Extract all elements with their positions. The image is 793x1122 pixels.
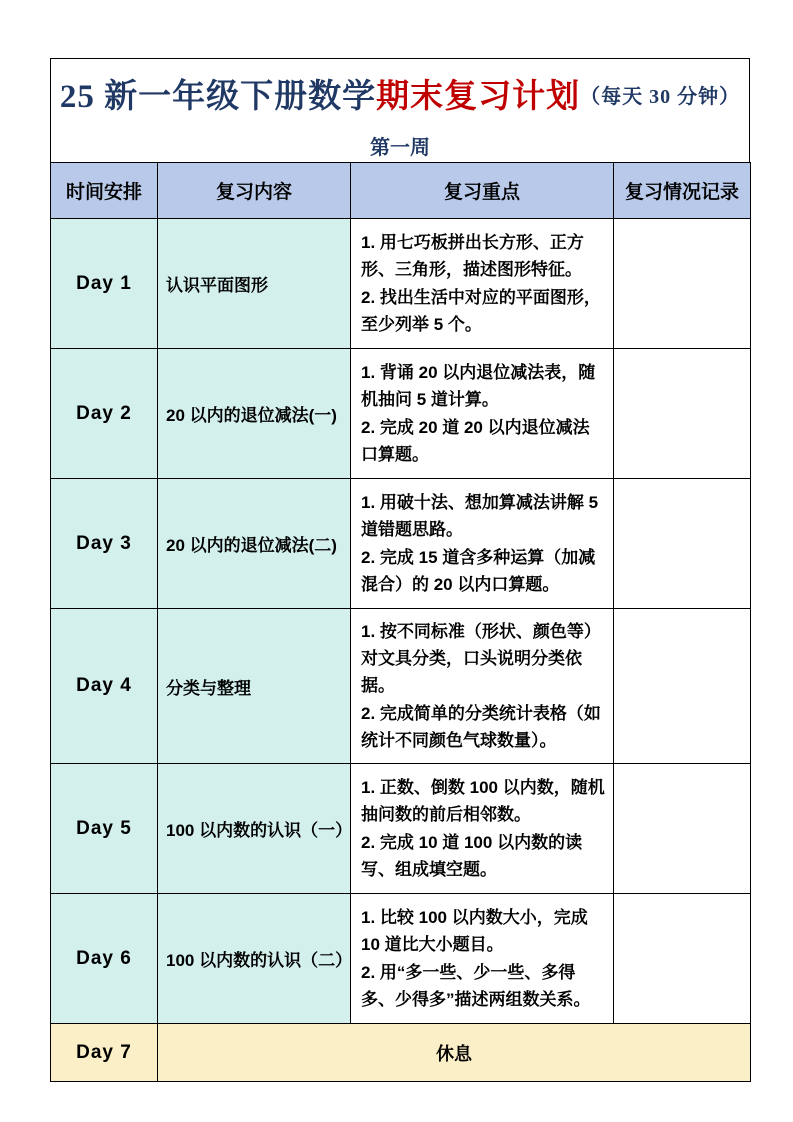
focus-cell (351, 219, 614, 349)
table-row-day7 (51, 1024, 751, 1082)
day-label: Day 5 (51, 764, 158, 894)
content-cell: 分类与整理 (158, 609, 351, 764)
table-row-day3 (51, 479, 751, 609)
content-cell: 20 以内的退位减法(二) (158, 479, 351, 609)
table-row-day1 (51, 219, 751, 349)
record-cell (614, 219, 751, 349)
header-content: 复习内容 (158, 163, 351, 219)
focus-point: 2. 完成 20 道 20 以内退位减法口算题。 (361, 417, 590, 464)
page-title (51, 59, 749, 117)
content-cell: 100 以内数的认识（二） (158, 894, 351, 1024)
focus-point: 2. 完成简单的分类统计表格（如统计不同颜色气球数量）。 (361, 703, 601, 750)
day-label: Day 2 (51, 349, 158, 479)
focus-cell (351, 349, 614, 479)
title-part-subject: 25 新一年级下册数学 (59, 79, 377, 115)
focus-point: 1. 用破十法、想加算减法讲解 5 道错题思路。 (361, 493, 599, 540)
focus-point: 2. 用“多一些、少一些、多得多、少得多”描述两组数关系。 (361, 962, 591, 1009)
review-plan-document (50, 58, 750, 1082)
record-cell (614, 609, 751, 764)
focus-point: 2. 完成 15 道含多种运算（加减混合）的 20 以内口算题。 (361, 547, 596, 594)
record-cell (614, 894, 751, 1024)
table-row-day4 (51, 609, 751, 764)
focus-point: 1. 用七巧板拼出长方形、正方形、三角形，描述图形特征。 (361, 233, 584, 280)
week-subtitle: 第一周 (370, 137, 430, 159)
focus-point: 2. 找出生活中对应的平面图形，至少列举 5 个。 (361, 287, 601, 334)
focus-cell (351, 764, 614, 894)
table-row-day5 (51, 764, 751, 894)
content-cell: 20 以内的退位减法(一) (158, 349, 351, 479)
header-focus: 复习重点 (351, 163, 614, 219)
focus-point: 1. 比较 100 以内数大小，完成 10 道比大小题目。 (361, 908, 588, 955)
content-cell: 认识平面图形 (158, 219, 351, 349)
rest-cell: 休息 (158, 1024, 751, 1082)
record-cell (614, 764, 751, 894)
focus-point: 2. 完成 10 道 100 以内数的读写、组成填空题。 (361, 832, 583, 879)
focus-point: 1. 背诵 20 以内退位减法表，随机抽问 5 道计算。 (361, 363, 596, 410)
title-part-duration: （每天 30 分钟） (580, 86, 741, 108)
header-record: 复习情况记录 (614, 163, 751, 219)
focus-point: 1. 按不同标准（形状、颜色等）对文具分类，口头说明分类依据。 (361, 622, 601, 696)
table-row-day6 (51, 894, 751, 1024)
focus-point: 1. 正数、倒数 100 以内数，随机抽问数的前后相邻数。 (361, 778, 605, 825)
title-part-plan: 期末复习计划 (376, 79, 581, 115)
table-row-day2 (51, 349, 751, 479)
title-block (50, 58, 750, 162)
focus-cell (351, 609, 614, 764)
focus-cell (351, 479, 614, 609)
header-row (51, 163, 751, 219)
day-label: Day 6 (51, 894, 158, 1024)
day-label: Day 4 (51, 609, 158, 764)
header-time: 时间安排 (51, 163, 158, 219)
day-label: Day 7 (51, 1024, 158, 1082)
record-cell (614, 349, 751, 479)
record-cell (614, 479, 751, 609)
review-plan-table (50, 162, 751, 1082)
focus-cell (351, 894, 614, 1024)
day-label: Day 1 (51, 219, 158, 349)
day-label: Day 3 (51, 479, 158, 609)
content-cell: 100 以内数的认识（一） (158, 764, 351, 894)
